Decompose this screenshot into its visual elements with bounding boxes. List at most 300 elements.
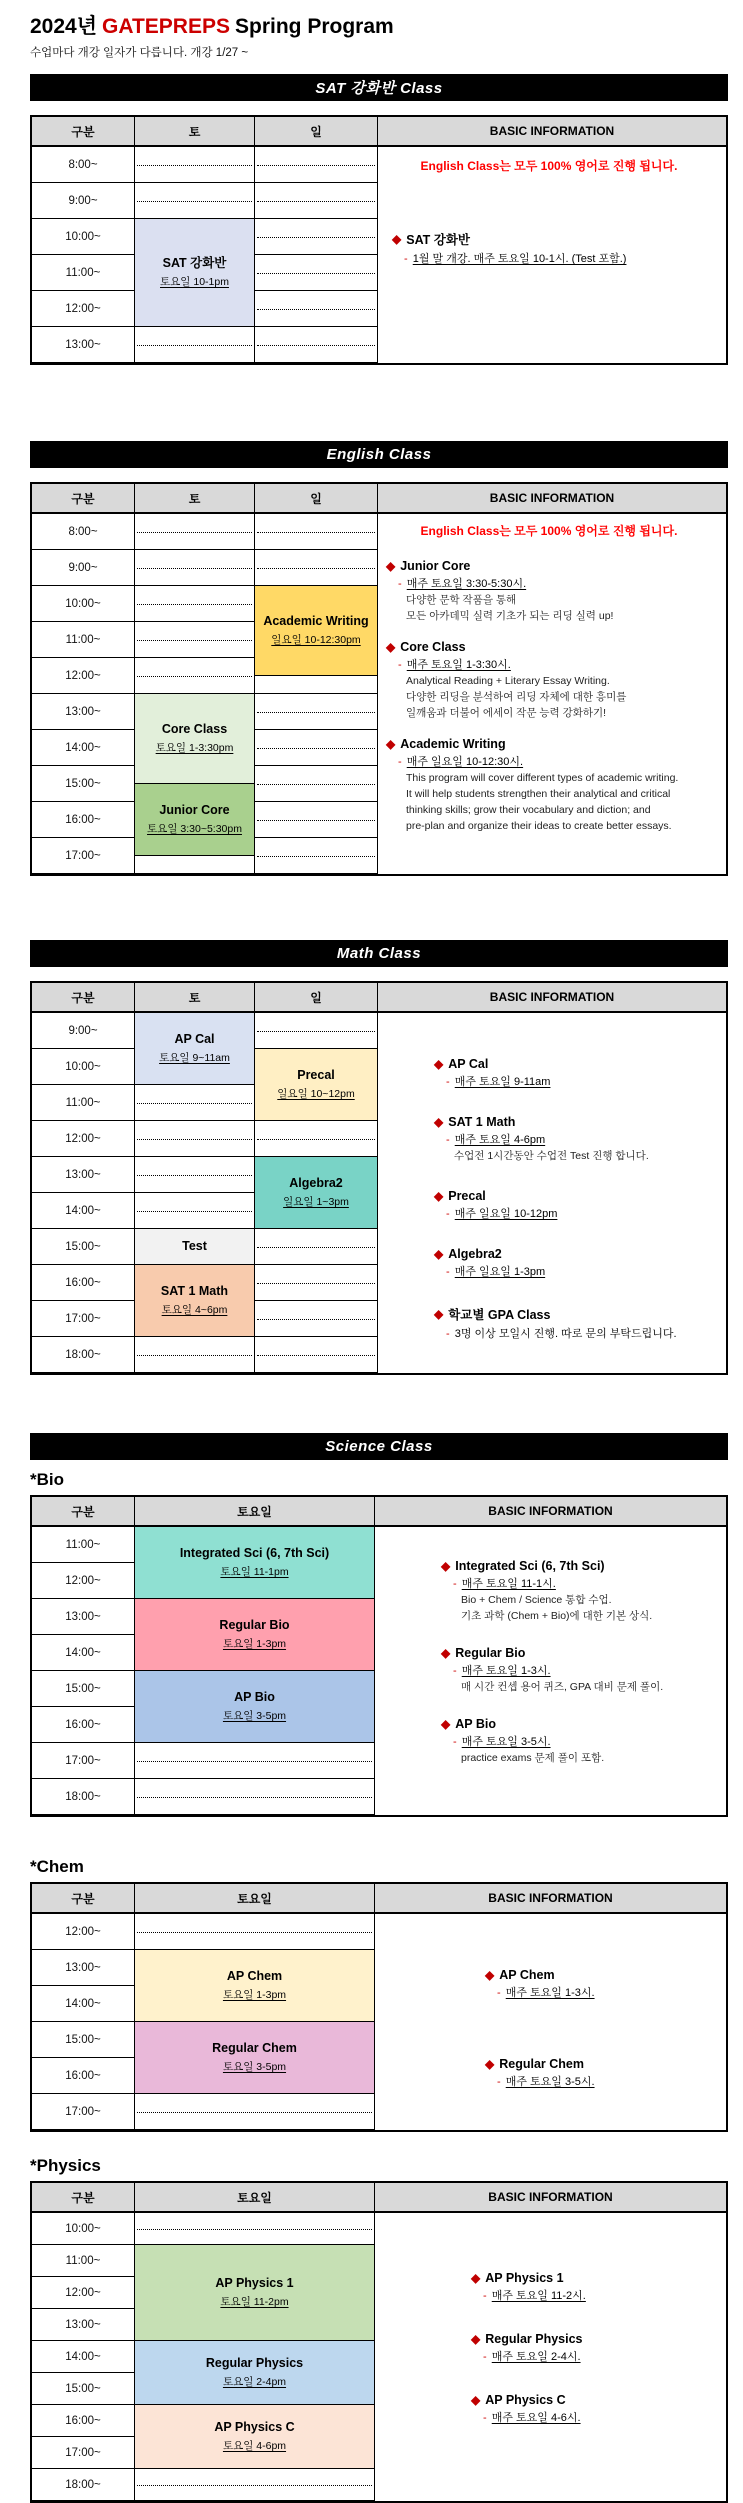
class-name: Junior Core	[159, 803, 230, 818]
column-header-day: 토	[135, 983, 255, 1013]
empty-slot	[135, 1743, 375, 1779]
dash-mark: -	[483, 2290, 490, 2302]
info-line	[386, 802, 720, 818]
science-subject-heading: *Chem	[30, 1857, 84, 1876]
empty-slot	[135, 1085, 255, 1121]
info-group-title	[434, 1305, 720, 1323]
time-label: 10:00~	[32, 586, 135, 622]
class-time: 토요일 4~6pm	[161, 1303, 228, 1316]
info-line-text: 매주 토요일 11-1시.	[461, 1578, 556, 1590]
info-group	[434, 1247, 720, 1280]
time-label: 17:00~	[32, 2094, 135, 2130]
info-group-name: Regular Physics	[485, 2332, 583, 2346]
dash-mark: -	[398, 578, 405, 590]
time-label: 12:00~	[32, 1914, 135, 1950]
info-line-text: Analytical Reading + Literary Essay Writing.	[406, 675, 610, 687]
class-name: Integrated Sci (6, 7th Sci)	[179, 1546, 330, 1561]
info-line-text: thinking skills; grow their vocabulary and diction; and	[406, 804, 651, 816]
info-group-title	[386, 737, 720, 751]
info-group-title	[434, 1115, 720, 1129]
info-group	[471, 2271, 720, 2304]
info-line	[434, 1206, 720, 1222]
column-header-day: 토요일	[135, 1497, 375, 1527]
info-group	[386, 737, 720, 834]
time-label: 15:00~	[32, 2373, 135, 2405]
empty-slot	[135, 2213, 375, 2245]
class-time: 토요일 3-5pm	[222, 2060, 287, 2073]
empty-slot	[135, 2469, 375, 2501]
basic-information-cell	[375, 1914, 726, 2130]
class-name: Test	[182, 1238, 207, 1253]
column-header-day: 토	[135, 117, 255, 147]
empty-half-slot	[255, 676, 378, 694]
schedule-block	[135, 2022, 375, 2094]
info-line	[434, 1264, 720, 1280]
class-name: Regular Physics	[205, 2356, 304, 2371]
time-label: 15:00~	[32, 2022, 135, 2058]
diamond-icon: ◆	[386, 640, 396, 654]
info-group-title	[471, 2393, 720, 2407]
class-time: 토요일 2-4pm	[222, 2375, 287, 2388]
dash-mark: -	[446, 1266, 453, 1278]
column-header-gubun: 구분	[32, 484, 135, 514]
info-group-name: AP Bio	[455, 1717, 496, 1731]
class-time: 토요일 1-3pm	[222, 1988, 287, 2001]
info-line	[386, 592, 720, 608]
info-line-text: 매주 토요일 2-4시.	[491, 2351, 581, 2363]
time-label: 9:00~	[32, 1013, 135, 1049]
time-label: 15:00~	[32, 1671, 135, 1707]
class-name: Algebra2	[289, 1176, 343, 1191]
column-header-day: 토요일	[135, 2183, 375, 2213]
dash-mark: -	[446, 1208, 453, 1220]
time-label: 11:00~	[32, 1085, 135, 1121]
info-line-text: 매주 토요일 1-3:30시.	[406, 659, 511, 671]
info-group	[441, 1646, 720, 1695]
info-line-text: 매주 일요일 10-12pm	[454, 1208, 558, 1220]
info-group-title	[471, 2332, 720, 2346]
info-group-name: Academic Writing	[400, 737, 506, 751]
column-header-gubun: 구분	[32, 1497, 135, 1527]
info-line	[386, 818, 720, 834]
time-label: 16:00~	[32, 802, 135, 838]
time-label: 14:00~	[32, 730, 135, 766]
schedule-section-math	[30, 940, 728, 1375]
info-group-name: SAT 1 Math	[448, 1115, 516, 1129]
info-line-text: 3명 이상 모일시 진행. 따로 문의 부탁드립니다.	[454, 1328, 677, 1340]
diamond-icon: ◆	[434, 1247, 444, 1261]
class-name: Core Class	[161, 722, 228, 737]
time-label: 14:00~	[32, 1986, 135, 2022]
info-line	[441, 1576, 720, 1592]
timetable	[30, 1882, 728, 2132]
empty-slot	[255, 291, 378, 327]
title-rest: Spring Program	[234, 15, 394, 38]
basic-information-cell	[375, 2213, 726, 2501]
info-group-title	[434, 1057, 720, 1071]
empty-slot	[255, 1013, 378, 1049]
info-line	[471, 2349, 720, 2365]
info-line-text: 매주 토요일 4-6시.	[491, 2412, 581, 2424]
empty-slot	[255, 1121, 378, 1157]
section-banner: Science Class	[30, 1433, 728, 1460]
empty-slot	[255, 183, 378, 219]
timetable	[30, 482, 728, 876]
time-label: 17:00~	[32, 1743, 135, 1779]
dash-mark: -	[398, 756, 405, 768]
schedule-section-sat	[30, 74, 728, 365]
info-line	[471, 2288, 720, 2304]
column-header-gubun: 구분	[32, 983, 135, 1013]
schedule-block	[135, 1950, 375, 2022]
info-line-text: 1월 말 개강. 매주 토요일 10-1시. (Test 포함.)	[412, 253, 627, 265]
info-line-text: 매주 일요일 1-3pm	[454, 1266, 546, 1278]
info-group-name: Regular Bio	[455, 1646, 526, 1660]
timetable	[30, 981, 728, 1375]
time-label: 11:00~	[32, 255, 135, 291]
column-header-gubun: 구분	[32, 2183, 135, 2213]
info-group-name: Regular Chem	[499, 2057, 584, 2071]
time-label: 13:00~	[32, 2309, 135, 2341]
info-line	[441, 1750, 720, 1766]
empty-slot	[255, 1301, 378, 1337]
info-line-text: 매주 토요일 3-5시.	[505, 2076, 595, 2088]
diamond-icon: ◆	[434, 1115, 444, 1129]
empty-slot	[135, 550, 255, 586]
schedule-section-chem	[30, 1857, 728, 2132]
section-banner: Math Class	[30, 940, 728, 967]
class-time: 토요일 3:30~5:30pm	[147, 822, 242, 835]
timetable	[30, 2181, 728, 2503]
dash-mark: -	[453, 1578, 460, 1590]
empty-slot	[255, 327, 378, 363]
class-time: 토요일 1-3pm	[222, 1637, 287, 1650]
column-header-day: 토	[135, 484, 255, 514]
schedule-block	[135, 694, 255, 784]
time-label: 8:00~	[32, 147, 135, 183]
time-label: 13:00~	[32, 327, 135, 363]
info-line	[392, 251, 720, 267]
page-subtitle: 수업마다 개강 일자가 다릅니다. 개강 1/27 ~	[30, 47, 249, 59]
schedule-block	[135, 2405, 375, 2469]
diamond-icon: ◆	[392, 232, 402, 246]
empty-slot	[135, 147, 255, 183]
empty-slot	[255, 838, 378, 874]
time-label: 12:00~	[32, 1121, 135, 1157]
time-label: 16:00~	[32, 2058, 135, 2094]
info-line-text: 매주 토요일 9-11am	[454, 1076, 551, 1088]
info-line	[386, 576, 720, 592]
column-header-day: 토요일	[135, 1884, 375, 1914]
empty-slot	[255, 1265, 378, 1301]
info-group	[434, 1305, 720, 1342]
diamond-icon: ◆	[434, 1057, 444, 1071]
page-title	[30, 10, 728, 40]
column-header-day: 일	[255, 983, 378, 1013]
info-line	[434, 1148, 720, 1164]
dash-mark: -	[497, 2076, 504, 2088]
info-line	[434, 1132, 720, 1148]
time-label: 8:00~	[32, 514, 135, 550]
schedule-block	[255, 1049, 378, 1121]
dash-mark: -	[446, 1076, 453, 1088]
dash-mark: -	[398, 659, 405, 671]
info-line	[441, 1592, 720, 1608]
schedule-block	[135, 1527, 375, 1599]
info-group	[485, 2057, 720, 2090]
time-label: 13:00~	[32, 1599, 135, 1635]
info-group	[441, 1559, 720, 1624]
schedule-section-physics	[30, 2156, 728, 2503]
time-label: 17:00~	[32, 1301, 135, 1337]
diamond-icon: ◆	[471, 2393, 481, 2407]
info-line-text: It will help students strengthen their analytical and critical	[406, 788, 671, 800]
diamond-icon: ◆	[441, 1717, 451, 1731]
time-label: 13:00~	[32, 694, 135, 730]
empty-slot	[255, 514, 378, 550]
column-header-gubun: 구분	[32, 117, 135, 147]
basic-information-cell	[378, 1013, 726, 1373]
diamond-icon: ◆	[434, 1307, 444, 1321]
column-header-basic-information: BASIC INFORMATION	[375, 1884, 726, 1914]
science-subject-heading: *Physics	[30, 2156, 101, 2175]
dash-mark: -	[453, 1736, 460, 1748]
empty-slot	[135, 658, 255, 694]
class-time: 토요일 9~11am	[159, 1051, 230, 1064]
info-group-title	[441, 1646, 720, 1660]
class-name: AP Bio	[234, 1690, 275, 1705]
info-line	[434, 1074, 720, 1090]
diamond-icon: ◆	[471, 2332, 481, 2346]
info-line-text: 매주 토요일 3-5시.	[461, 1736, 551, 1748]
info-group-name: AP Physics 1	[485, 2271, 564, 2285]
time-label: 16:00~	[32, 1707, 135, 1743]
column-header-basic-information: BASIC INFORMATION	[378, 117, 726, 147]
empty-slot	[255, 550, 378, 586]
info-line	[386, 657, 720, 673]
class-time: 토요일 1-3:30pm	[155, 741, 234, 754]
time-label: 13:00~	[32, 1950, 135, 1986]
empty-slot	[135, 1157, 255, 1193]
diamond-icon: ◆	[441, 1646, 451, 1660]
info-line-text: 매주 토요일 4-6pm	[454, 1134, 546, 1146]
info-line	[434, 1326, 720, 1342]
time-label: 9:00~	[32, 550, 135, 586]
dash-mark: -	[446, 1328, 453, 1340]
empty-slot	[255, 147, 378, 183]
diamond-icon: ◆	[471, 2271, 481, 2285]
class-name: AP Chem	[226, 1969, 283, 1984]
class-time: 토요일 3-5pm	[222, 1709, 287, 1722]
empty-slot	[255, 694, 378, 730]
title-year: 2024년	[30, 15, 98, 38]
class-name: AP Physics C	[214, 2420, 295, 2435]
info-group-title	[471, 2271, 720, 2285]
info-line-text: 매주 토요일 11-2시.	[491, 2290, 586, 2302]
class-name: Regular Chem	[212, 2041, 297, 2056]
schedule-block	[135, 2341, 375, 2405]
section-banner: English Class	[30, 441, 728, 468]
info-group-name: AP Chem	[499, 1968, 555, 1982]
info-line-text: This program will cover different types of academic writing.	[406, 772, 679, 784]
info-group-title	[441, 1559, 720, 1573]
time-label: 10:00~	[32, 219, 135, 255]
empty-slot	[135, 183, 255, 219]
info-group-title	[434, 1247, 720, 1261]
time-label: 17:00~	[32, 838, 135, 874]
info-group	[441, 1717, 720, 1766]
column-header-basic-information: BASIC INFORMATION	[375, 2183, 726, 2213]
time-label: 13:00~	[32, 1157, 135, 1193]
time-label: 18:00~	[32, 1779, 135, 1815]
info-group-name: AP Physics C	[485, 2393, 566, 2407]
info-group	[392, 230, 720, 267]
empty-slot	[135, 1779, 375, 1815]
info-line-text: 매주 토요일 1-3시.	[505, 1987, 595, 1999]
info-line	[441, 1734, 720, 1750]
basic-information-cell	[375, 1527, 726, 1815]
english-only-notice: English Class는 모두 100% 영어로 진행 됩니다.	[420, 524, 678, 538]
class-time: 일요일 10~12pm	[277, 1087, 355, 1100]
time-label: 18:00~	[32, 1337, 135, 1373]
empty-slot	[135, 2094, 375, 2130]
empty-slot	[135, 1121, 255, 1157]
science-subject-heading: *Bio	[30, 1470, 64, 1489]
empty-slot	[135, 622, 255, 658]
time-label: 12:00~	[32, 658, 135, 694]
time-label: 16:00~	[32, 1265, 135, 1301]
info-group-title	[434, 1189, 720, 1203]
class-time: 토요일 10-1pm	[160, 275, 229, 288]
info-line	[471, 2410, 720, 2426]
info-line-text: 수업전 1시간동안 수업전 Test 진행 합니다.	[454, 1150, 649, 1162]
info-line-text: practice exams 문제 풀이 포함.	[461, 1752, 605, 1764]
time-label: 14:00~	[32, 1635, 135, 1671]
time-label: 11:00~	[32, 622, 135, 658]
info-line-text: 다양한 리딩을 분석하여 리딩 자체에 대한 흥미를	[406, 691, 627, 703]
column-header-basic-information: BASIC INFORMATION	[378, 484, 726, 514]
title-brand: GATEPREPS	[102, 15, 230, 38]
time-label: 17:00~	[32, 2437, 135, 2469]
section-banner: SAT 강화반 Class	[30, 74, 728, 101]
info-group	[386, 559, 720, 624]
info-line	[386, 705, 720, 721]
info-group-name: SAT 강화반	[406, 233, 471, 247]
time-label: 12:00~	[32, 291, 135, 327]
basic-information-cell	[378, 514, 726, 874]
info-line-text: 일깨움과 더불어 에세이 작문 능력 강화하기!	[406, 707, 607, 719]
diamond-icon: ◆	[485, 1968, 495, 1982]
empty-half-slot	[135, 856, 255, 874]
info-group-name: Integrated Sci (6, 7th Sci)	[455, 1559, 605, 1573]
empty-slot	[255, 1229, 378, 1265]
schedule-block	[135, 1599, 375, 1671]
class-time: 토요일 11-1pm	[220, 1565, 289, 1578]
info-group	[434, 1057, 720, 1090]
info-line-text: 매주 일요일 10-12:30시.	[406, 756, 524, 768]
empty-slot	[255, 766, 378, 802]
time-label: 11:00~	[32, 2245, 135, 2277]
empty-slot	[255, 255, 378, 291]
class-name: Regular Bio	[219, 1618, 290, 1633]
column-header-basic-information: BASIC INFORMATION	[378, 983, 726, 1013]
info-group	[485, 1968, 720, 2001]
time-label: 12:00~	[32, 2277, 135, 2309]
english-only-notice: English Class는 모두 100% 영어로 진행 됩니다.	[420, 159, 678, 173]
info-line-text: 매 시간 컨셉 용어 퀴즈, GPA 대비 문제 풀이.	[461, 1681, 664, 1693]
time-label: 18:00~	[32, 2469, 135, 2501]
timetable	[30, 115, 728, 365]
diamond-icon: ◆	[485, 2057, 495, 2071]
schedule-section-english	[30, 441, 728, 876]
info-line	[441, 1608, 720, 1624]
timetable	[30, 1495, 728, 1817]
class-name: AP Cal	[174, 1032, 215, 1047]
info-group-name: Precal	[448, 1189, 486, 1203]
schedule-block	[135, 1013, 255, 1085]
info-group-name: Junior Core	[400, 559, 471, 573]
empty-slot	[255, 802, 378, 838]
empty-slot	[255, 219, 378, 255]
info-line-text: 기초 과학 (Chem + Bio)에 대한 기본 상식.	[461, 1610, 653, 1622]
time-label: 12:00~	[32, 1563, 135, 1599]
info-line	[485, 2074, 720, 2090]
basic-information-cell	[378, 147, 726, 363]
empty-slot	[255, 1337, 378, 1373]
info-group	[434, 1115, 720, 1164]
class-time: 토요일 4-6pm	[222, 2439, 287, 2452]
column-header-gubun: 구분	[32, 1884, 135, 1914]
info-group-title	[392, 230, 720, 248]
schedule-block	[255, 586, 378, 676]
diamond-icon: ◆	[434, 1189, 444, 1203]
time-label: 11:00~	[32, 1527, 135, 1563]
time-label: 9:00~	[32, 183, 135, 219]
time-label: 15:00~	[32, 766, 135, 802]
info-group-title	[386, 559, 720, 573]
dash-mark: -	[446, 1134, 453, 1146]
info-group-name: AP Cal	[448, 1057, 489, 1071]
empty-slot	[255, 730, 378, 766]
schedule-block	[135, 1265, 255, 1337]
info-group	[434, 1189, 720, 1222]
diamond-icon: ◆	[386, 737, 396, 751]
time-label: 14:00~	[32, 2341, 135, 2373]
schedule-block	[135, 1229, 255, 1265]
info-line-text: pre-plan and organize their ideas to create better essays.	[406, 820, 672, 832]
info-line	[441, 1679, 720, 1695]
class-name: SAT 강화반	[162, 256, 227, 271]
column-header-day: 일	[255, 117, 378, 147]
empty-slot	[135, 514, 255, 550]
info-group-name: 학교별 GPA Class	[448, 1308, 551, 1322]
empty-slot	[135, 586, 255, 622]
info-line	[386, 673, 720, 689]
info-line	[386, 689, 720, 705]
class-name: Precal	[297, 1068, 335, 1083]
info-group-name: Core Class	[400, 640, 466, 654]
column-header-basic-information: BASIC INFORMATION	[375, 1497, 726, 1527]
info-line	[441, 1663, 720, 1679]
schedule-block	[135, 1671, 375, 1743]
time-label: 16:00~	[32, 2405, 135, 2437]
info-group-title	[386, 640, 720, 654]
info-line	[386, 770, 720, 786]
info-line	[386, 786, 720, 802]
info-line	[485, 1985, 720, 2001]
info-line	[386, 608, 720, 624]
info-group	[471, 2332, 720, 2365]
